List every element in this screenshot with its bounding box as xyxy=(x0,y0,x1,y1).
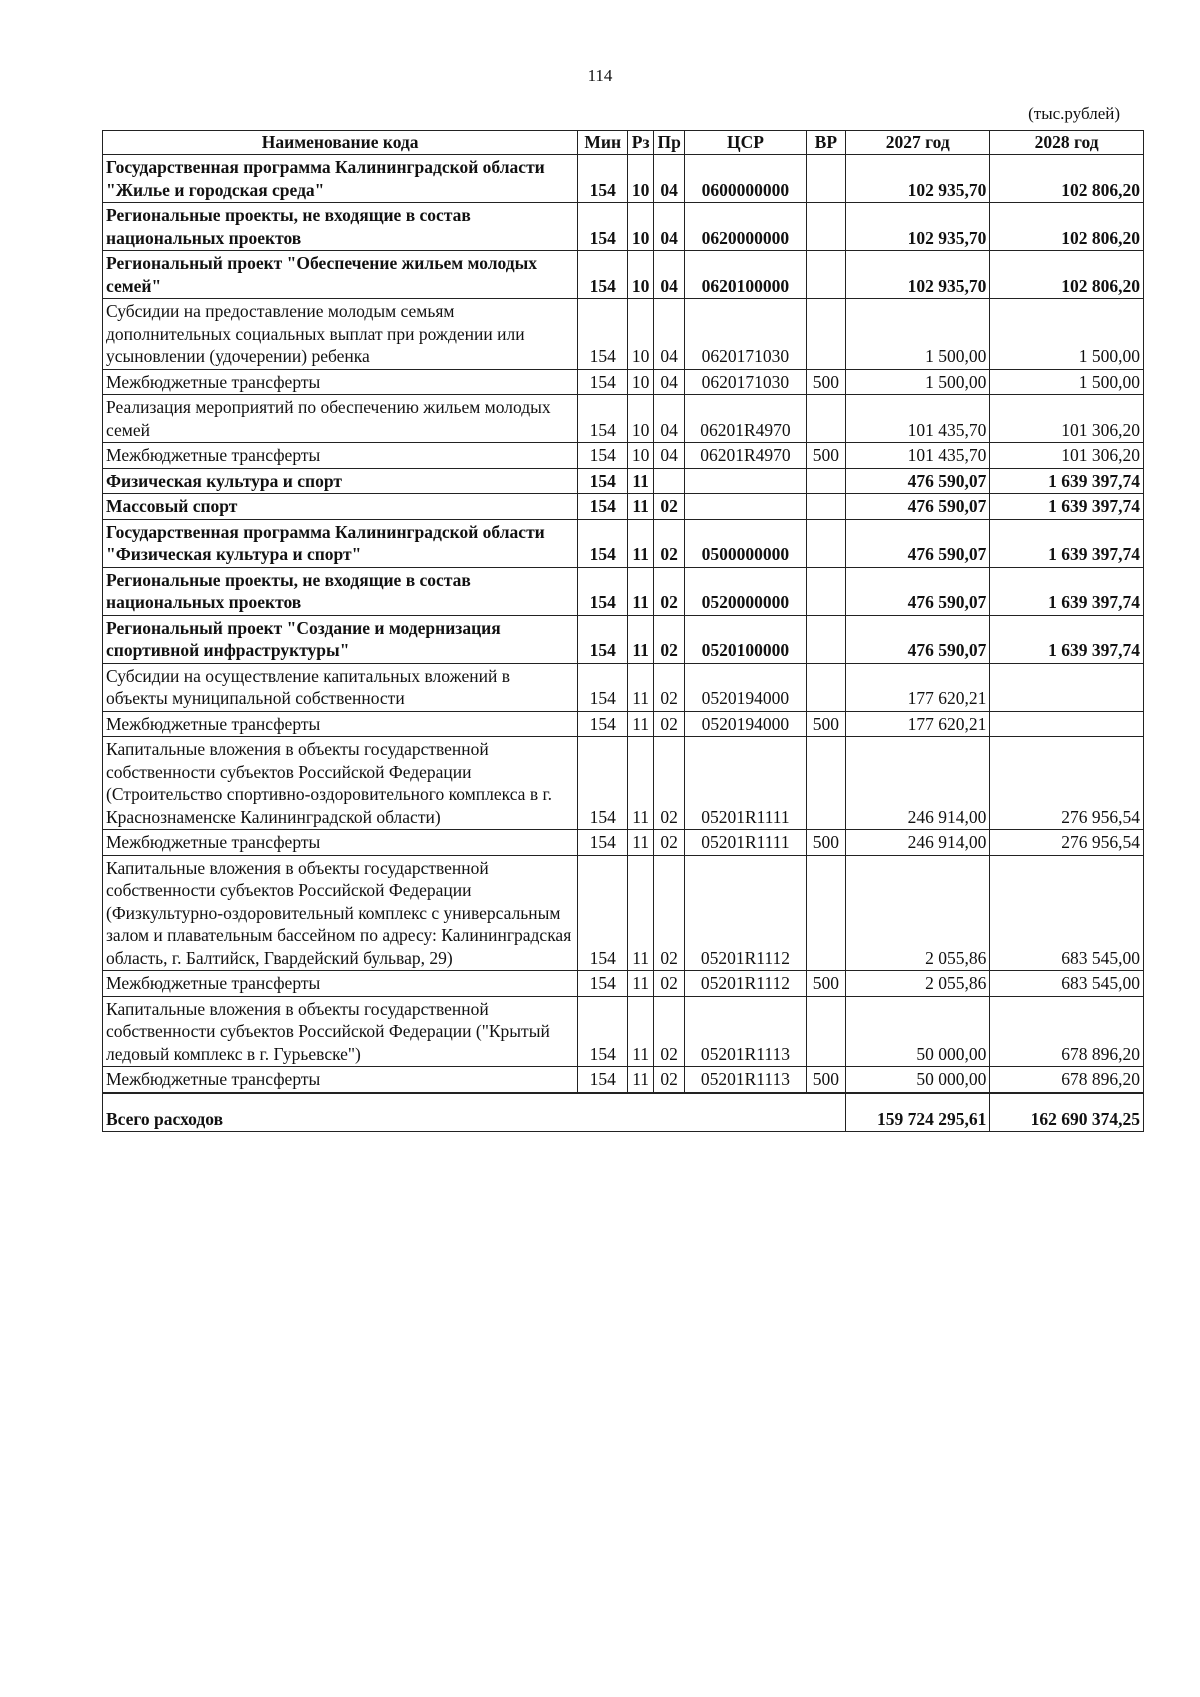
cell-vr: 500 xyxy=(806,1067,845,1093)
cell-2027: 476 590,07 xyxy=(846,615,990,663)
table-row xyxy=(103,519,1144,567)
total-label: Всего расходов xyxy=(103,1093,846,1132)
cell-pr: 04 xyxy=(654,443,685,469)
header-min: Мин xyxy=(578,131,628,155)
cell-2027: 2 055,86 xyxy=(846,971,990,997)
cell-pr xyxy=(654,468,685,494)
cell-name: Межбюджетные трансферты xyxy=(103,830,578,856)
cell-csr: 05201R1111 xyxy=(685,737,806,830)
cell-rz: 11 xyxy=(628,615,654,663)
cell-min: 154 xyxy=(578,830,628,856)
cell-vr xyxy=(806,299,845,370)
table-row xyxy=(103,1067,1144,1093)
cell-rz: 10 xyxy=(628,251,654,299)
header-vr: ВР xyxy=(806,131,845,155)
cell-2027: 101 435,70 xyxy=(846,443,990,469)
cell-name: Межбюджетные трансферты xyxy=(103,971,578,997)
cell-min: 154 xyxy=(578,494,628,520)
cell-rz: 10 xyxy=(628,395,654,443)
cell-pr: 02 xyxy=(654,567,685,615)
cell-csr: 05201R1112 xyxy=(685,971,806,997)
cell-pr: 02 xyxy=(654,855,685,971)
cell-2028: 678 896,20 xyxy=(990,1067,1144,1093)
cell-pr: 04 xyxy=(654,155,685,203)
table-row xyxy=(103,996,1144,1067)
table-row xyxy=(103,155,1144,203)
cell-pr: 04 xyxy=(654,251,685,299)
cell-pr: 02 xyxy=(654,737,685,830)
cell-name: Физическая культура и спорт xyxy=(103,468,578,494)
cell-vr xyxy=(806,251,845,299)
cell-2028: 1 639 397,74 xyxy=(990,567,1144,615)
cell-pr: 02 xyxy=(654,996,685,1067)
cell-min: 154 xyxy=(578,663,628,711)
cell-vr xyxy=(806,663,845,711)
cell-2027: 246 914,00 xyxy=(846,737,990,830)
cell-2028: 683 545,00 xyxy=(990,971,1144,997)
cell-2028: 101 306,20 xyxy=(990,443,1144,469)
cell-min: 154 xyxy=(578,519,628,567)
cell-csr: 0520000000 xyxy=(685,567,806,615)
cell-2028: 102 806,20 xyxy=(990,155,1144,203)
cell-name: Межбюджетные трансферты xyxy=(103,443,578,469)
budget-table xyxy=(102,130,1144,1132)
cell-rz: 10 xyxy=(628,155,654,203)
cell-name: Капитальные вложения в объекты государственной собственности субъектов Российской Федерации (Строительство спортивно-оздоровительного комплекса в г. Краснознаменске Калининградской области) xyxy=(103,737,578,830)
cell-pr: 02 xyxy=(654,1067,685,1093)
cell-2028: 1 639 397,74 xyxy=(990,494,1144,520)
table-row xyxy=(103,737,1144,830)
table-row xyxy=(103,615,1144,663)
cell-rz: 11 xyxy=(628,996,654,1067)
cell-csr xyxy=(685,468,806,494)
cell-2027: 2 055,86 xyxy=(846,855,990,971)
cell-2027: 101 435,70 xyxy=(846,395,990,443)
cell-name: Массовый спорт xyxy=(103,494,578,520)
cell-csr: 05201R1113 xyxy=(685,1067,806,1093)
cell-min: 154 xyxy=(578,855,628,971)
cell-pr: 02 xyxy=(654,830,685,856)
cell-2028 xyxy=(990,663,1144,711)
cell-pr: 02 xyxy=(654,711,685,737)
cell-min: 154 xyxy=(578,615,628,663)
cell-min: 154 xyxy=(578,971,628,997)
cell-name: Реализация мероприятий по обеспечению жильем молодых семей xyxy=(103,395,578,443)
cell-min: 154 xyxy=(578,155,628,203)
cell-pr: 04 xyxy=(654,299,685,370)
cell-2027: 1 500,00 xyxy=(846,369,990,395)
cell-pr: 02 xyxy=(654,494,685,520)
table-row xyxy=(103,369,1144,395)
cell-min: 154 xyxy=(578,251,628,299)
cell-rz: 11 xyxy=(628,519,654,567)
cell-name: Межбюджетные трансферты xyxy=(103,1067,578,1093)
cell-csr: 06201R4970 xyxy=(685,443,806,469)
cell-pr: 04 xyxy=(654,395,685,443)
total-2028: 162 690 374,25 xyxy=(990,1093,1144,1132)
cell-rz: 10 xyxy=(628,369,654,395)
cell-csr: 0520194000 xyxy=(685,711,806,737)
header-2028: 2028 год xyxy=(990,131,1144,155)
table-row xyxy=(103,567,1144,615)
header-pr: Пр xyxy=(654,131,685,155)
cell-csr: 0620171030 xyxy=(685,369,806,395)
cell-2027: 50 000,00 xyxy=(846,1067,990,1093)
cell-csr: 0520100000 xyxy=(685,615,806,663)
cell-csr: 06201R4970 xyxy=(685,395,806,443)
cell-2028: 1 500,00 xyxy=(990,369,1144,395)
table-header-row xyxy=(103,131,1144,155)
cell-2028: 276 956,54 xyxy=(990,830,1144,856)
cell-min: 154 xyxy=(578,737,628,830)
cell-rz: 11 xyxy=(628,737,654,830)
cell-vr xyxy=(806,855,845,971)
cell-2028: 1 500,00 xyxy=(990,299,1144,370)
table-body xyxy=(103,155,1144,1093)
cell-vr xyxy=(806,737,845,830)
cell-name: Капитальные вложения в объекты государственной собственности субъектов Российской Федерации (Физкультурно-оздоровительный комплекс с универсальным залом и плавательным бассейном по адресу: Калининградская область, г. Балтийск, Гвардейский бульвар, 29) xyxy=(103,855,578,971)
cell-vr: 500 xyxy=(806,369,845,395)
cell-vr xyxy=(806,567,845,615)
table-row xyxy=(103,468,1144,494)
cell-rz: 11 xyxy=(628,468,654,494)
cell-rz: 11 xyxy=(628,855,654,971)
header-rz: Рз xyxy=(628,131,654,155)
cell-name: Капитальные вложения в объекты государственной собственности субъектов Российской Федерации ("Крытый ледовый комплекс в г. Гурьевске") xyxy=(103,996,578,1067)
cell-2027: 50 000,00 xyxy=(846,996,990,1067)
cell-csr: 05201R1113 xyxy=(685,996,806,1067)
cell-min: 154 xyxy=(578,203,628,251)
cell-rz: 11 xyxy=(628,830,654,856)
cell-name: Межбюджетные трансферты xyxy=(103,369,578,395)
cell-min: 154 xyxy=(578,468,628,494)
page-number: 114 xyxy=(587,66,613,85)
table-row xyxy=(103,443,1144,469)
cell-csr xyxy=(685,494,806,520)
cell-2027: 476 590,07 xyxy=(846,494,990,520)
cell-2027: 1 500,00 xyxy=(846,299,990,370)
cell-vr: 500 xyxy=(806,971,845,997)
cell-2028: 102 806,20 xyxy=(990,203,1144,251)
cell-vr xyxy=(806,155,845,203)
cell-name: Межбюджетные трансферты xyxy=(103,711,578,737)
cell-min: 154 xyxy=(578,996,628,1067)
cell-2027: 102 935,70 xyxy=(846,155,990,203)
cell-vr: 500 xyxy=(806,443,845,469)
cell-vr xyxy=(806,615,845,663)
cell-name: Региональный проект "Создание и модернизация спортивной инфраструктуры" xyxy=(103,615,578,663)
cell-vr: 500 xyxy=(806,711,845,737)
cell-csr: 0620171030 xyxy=(685,299,806,370)
table-row xyxy=(103,830,1144,856)
table-row xyxy=(103,494,1144,520)
cell-pr: 04 xyxy=(654,203,685,251)
cell-vr xyxy=(806,203,845,251)
cell-name: Региональный проект "Обеспечение жильем молодых семей" xyxy=(103,251,578,299)
table-row xyxy=(103,855,1144,971)
table-row xyxy=(103,663,1144,711)
cell-name: Субсидии на осуществление капитальных вложений в объекты муниципальной собственности xyxy=(103,663,578,711)
total-2027: 159 724 295,61 xyxy=(846,1093,990,1132)
cell-name: Субсидии на предоставление молодым семьям дополнительных социальных выплат при рождении или усыновлении (удочерении) ребенка xyxy=(103,299,578,370)
cell-rz: 11 xyxy=(628,971,654,997)
cell-2027: 476 590,07 xyxy=(846,519,990,567)
cell-min: 154 xyxy=(578,711,628,737)
cell-rz: 11 xyxy=(628,663,654,711)
cell-min: 154 xyxy=(578,443,628,469)
cell-csr: 0620000000 xyxy=(685,203,806,251)
cell-2028: 101 306,20 xyxy=(990,395,1144,443)
cell-2028: 1 639 397,74 xyxy=(990,468,1144,494)
cell-2027: 177 620,21 xyxy=(846,663,990,711)
units-label: (тыс.рублей) xyxy=(1028,104,1120,123)
cell-2028: 1 639 397,74 xyxy=(990,519,1144,567)
total-row xyxy=(103,1093,1144,1132)
cell-pr: 02 xyxy=(654,519,685,567)
cell-2027: 102 935,70 xyxy=(846,251,990,299)
cell-vr xyxy=(806,494,845,520)
cell-min: 154 xyxy=(578,369,628,395)
cell-rz: 11 xyxy=(628,1067,654,1093)
cell-min: 154 xyxy=(578,567,628,615)
cell-rz: 10 xyxy=(628,299,654,370)
cell-rz: 11 xyxy=(628,494,654,520)
header-2027: 2027 год xyxy=(846,131,990,155)
cell-vr xyxy=(806,395,845,443)
cell-min: 154 xyxy=(578,1067,628,1093)
cell-pr: 02 xyxy=(654,663,685,711)
cell-rz: 11 xyxy=(628,711,654,737)
cell-name: Государственная программа Калининградской области "Жилье и городская среда" xyxy=(103,155,578,203)
cell-2027: 177 620,21 xyxy=(846,711,990,737)
cell-rz: 10 xyxy=(628,203,654,251)
cell-pr: 02 xyxy=(654,971,685,997)
cell-pr: 02 xyxy=(654,615,685,663)
table-row xyxy=(103,395,1144,443)
cell-2028 xyxy=(990,711,1144,737)
cell-pr: 04 xyxy=(654,369,685,395)
cell-min: 154 xyxy=(578,299,628,370)
table-row xyxy=(103,203,1144,251)
cell-rz: 10 xyxy=(628,443,654,469)
cell-2027: 476 590,07 xyxy=(846,567,990,615)
cell-vr xyxy=(806,519,845,567)
table-row xyxy=(103,299,1144,370)
cell-2028: 102 806,20 xyxy=(990,251,1144,299)
table-row xyxy=(103,251,1144,299)
cell-2028: 276 956,54 xyxy=(990,737,1144,830)
cell-2027: 476 590,07 xyxy=(846,468,990,494)
cell-csr: 0620100000 xyxy=(685,251,806,299)
cell-name: Региональные проекты, не входящие в состав национальных проектов xyxy=(103,567,578,615)
cell-csr: 0520194000 xyxy=(685,663,806,711)
cell-rz: 11 xyxy=(628,567,654,615)
header-csr: ЦСР xyxy=(685,131,806,155)
cell-2028: 678 896,20 xyxy=(990,996,1144,1067)
cell-vr xyxy=(806,468,845,494)
cell-csr: 0500000000 xyxy=(685,519,806,567)
table-row xyxy=(103,971,1144,997)
header-name: Наименование кода xyxy=(103,131,578,155)
cell-name: Региональные проекты, не входящие в состав национальных проектов xyxy=(103,203,578,251)
cell-min: 154 xyxy=(578,395,628,443)
cell-2028: 1 639 397,74 xyxy=(990,615,1144,663)
cell-csr: 05201R1112 xyxy=(685,855,806,971)
cell-2028: 683 545,00 xyxy=(990,855,1144,971)
table-row xyxy=(103,711,1144,737)
cell-2027: 246 914,00 xyxy=(846,830,990,856)
cell-vr: 500 xyxy=(806,830,845,856)
cell-vr xyxy=(806,996,845,1067)
cell-name: Государственная программа Калининградской области "Физическая культура и спорт" xyxy=(103,519,578,567)
cell-2027: 102 935,70 xyxy=(846,203,990,251)
cell-csr: 0600000000 xyxy=(685,155,806,203)
cell-csr: 05201R1111 xyxy=(685,830,806,856)
